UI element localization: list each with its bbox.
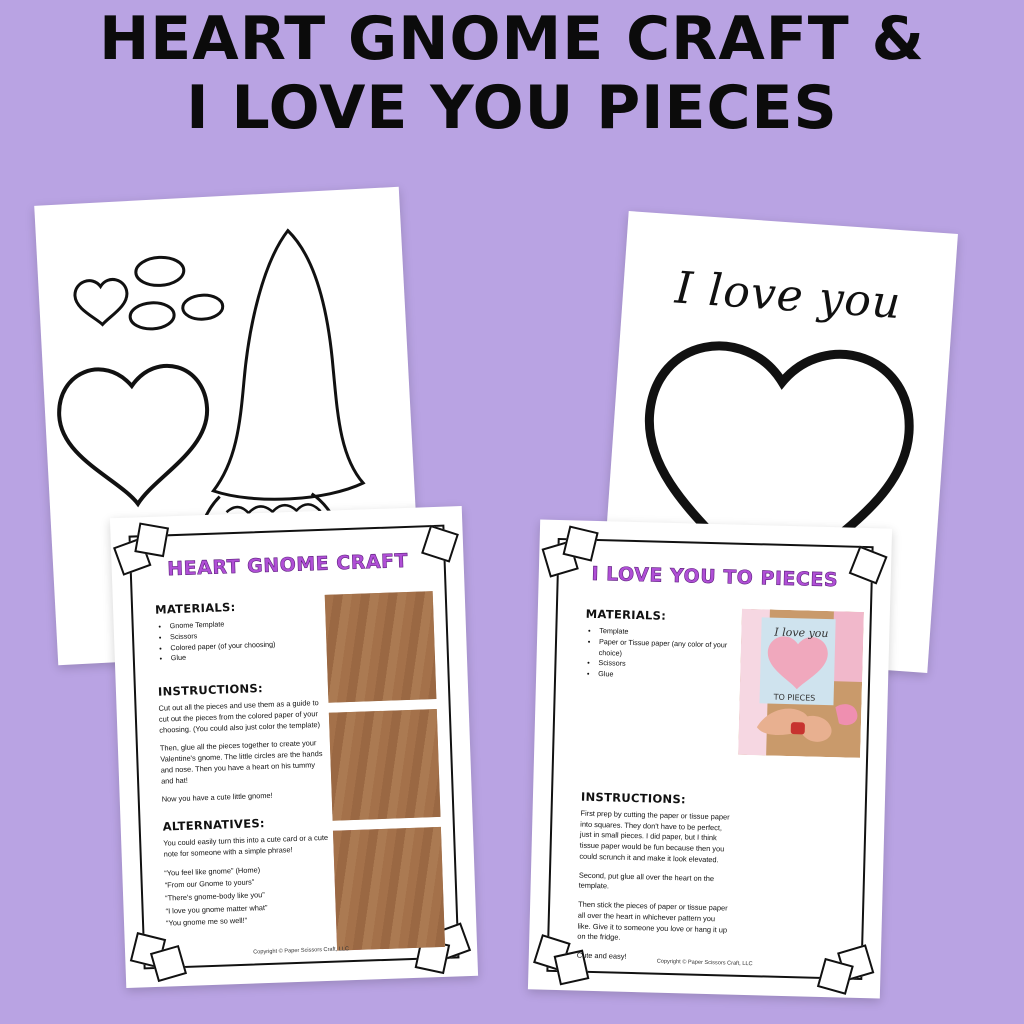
doc-left-title: HEART GNOME CRAFT xyxy=(166,549,409,581)
paragraph: Then stick the pieces of paper or tissue paper all over the heart in whichever pattern you like. Give it to someone you love or hang it up on the fridge. xyxy=(577,899,728,943)
paragraph: You could easily turn this into a cute card or a cute note for someone with a simple phrase! xyxy=(163,832,329,859)
craft-photo-2 xyxy=(329,709,441,821)
alternatives-heading: ALTERNATIVES: xyxy=(162,816,266,834)
paragraph: First prep by cutting the paper or tissue paper into squares. They don't have to be perfect, just in small pieces. I did paper, but I think tissue paper would be fun because then you could scrunch it and make it look elevated. xyxy=(579,808,730,865)
paragraph: Cute and easy! xyxy=(576,950,627,961)
instructions-body xyxy=(577,809,731,966)
list-item: • Colored paper (of your choosing) xyxy=(170,638,321,654)
paragraph: Then, glue all the pieces together to create your Valentine's gnome. The little circles are the hands and nose. Then you have a heart on his tummy and hat! xyxy=(159,738,323,786)
svg-text:TO PIECES: TO PIECES xyxy=(773,692,816,703)
list-item: • Gnome Template xyxy=(170,616,321,632)
poster-title-line1: HEART GNOME CRAFT & xyxy=(99,4,925,74)
paragraph: Cut out all the pieces and use them as a guide to cut out the pieces from the colored paper of your choosing. (You could also just color the template) xyxy=(158,698,321,735)
doc-right-title: I LOVE YOU TO PIECES xyxy=(591,562,839,592)
craft-photo-1 xyxy=(325,591,437,703)
doc-right-text-column xyxy=(576,607,735,974)
list-item: • Scissors xyxy=(170,627,321,643)
craft-photo-3 xyxy=(333,827,445,951)
materials-heading: MATERIALS: xyxy=(154,599,236,617)
craft-photo-pieces xyxy=(738,609,864,758)
instructions-body xyxy=(158,698,326,806)
i-love-you-to-pieces-instructions xyxy=(528,519,892,998)
doc-left-photo-column xyxy=(325,591,448,961)
paragraph: Second, put glue all over the heart on the template. xyxy=(578,870,715,891)
heart-gnome-craft-instructions xyxy=(110,506,478,988)
instructions-heading: INSTRUCTIONS: xyxy=(157,681,264,699)
materials-list xyxy=(170,616,322,664)
phrase: “From our Gnome to yours” xyxy=(164,877,255,890)
doc-left-text-column xyxy=(155,597,331,932)
phrase: “You feel like gnome” (Home) xyxy=(164,864,261,878)
materials-list xyxy=(598,626,735,684)
instructions-heading: INSTRUCTIONS: xyxy=(580,789,687,807)
list-item: • Scissors xyxy=(598,658,734,672)
i-love-you-script-text: I love you xyxy=(673,262,903,330)
phrase: “I love you gnome matter what” xyxy=(165,902,268,916)
copyright-right: Copyright © Paper Scissors Craft, LLC xyxy=(656,958,753,968)
paragraph: Now you have a cute little gnome! xyxy=(161,791,273,804)
list-item: • Glue xyxy=(598,669,734,683)
copyright-left: Copyright © Paper Scissors Craft, LLC xyxy=(253,946,350,956)
poster-title xyxy=(0,4,1024,143)
alternatives-body xyxy=(163,833,331,930)
list-item: • Glue xyxy=(171,648,322,664)
phrase: “There's gnome-body like you” xyxy=(165,890,265,903)
list-item: • Template xyxy=(599,626,735,640)
materials-heading: MATERIALS: xyxy=(585,606,667,623)
list-item: • Paper or Tissue paper (any color of your choice) xyxy=(599,637,736,662)
phrase: “You gnome me so well!” xyxy=(165,916,248,929)
corner-decor xyxy=(134,522,169,557)
svg-text:I love you: I love you xyxy=(774,625,829,641)
poster-title-line2: I LOVE YOU PIECES xyxy=(186,73,838,143)
